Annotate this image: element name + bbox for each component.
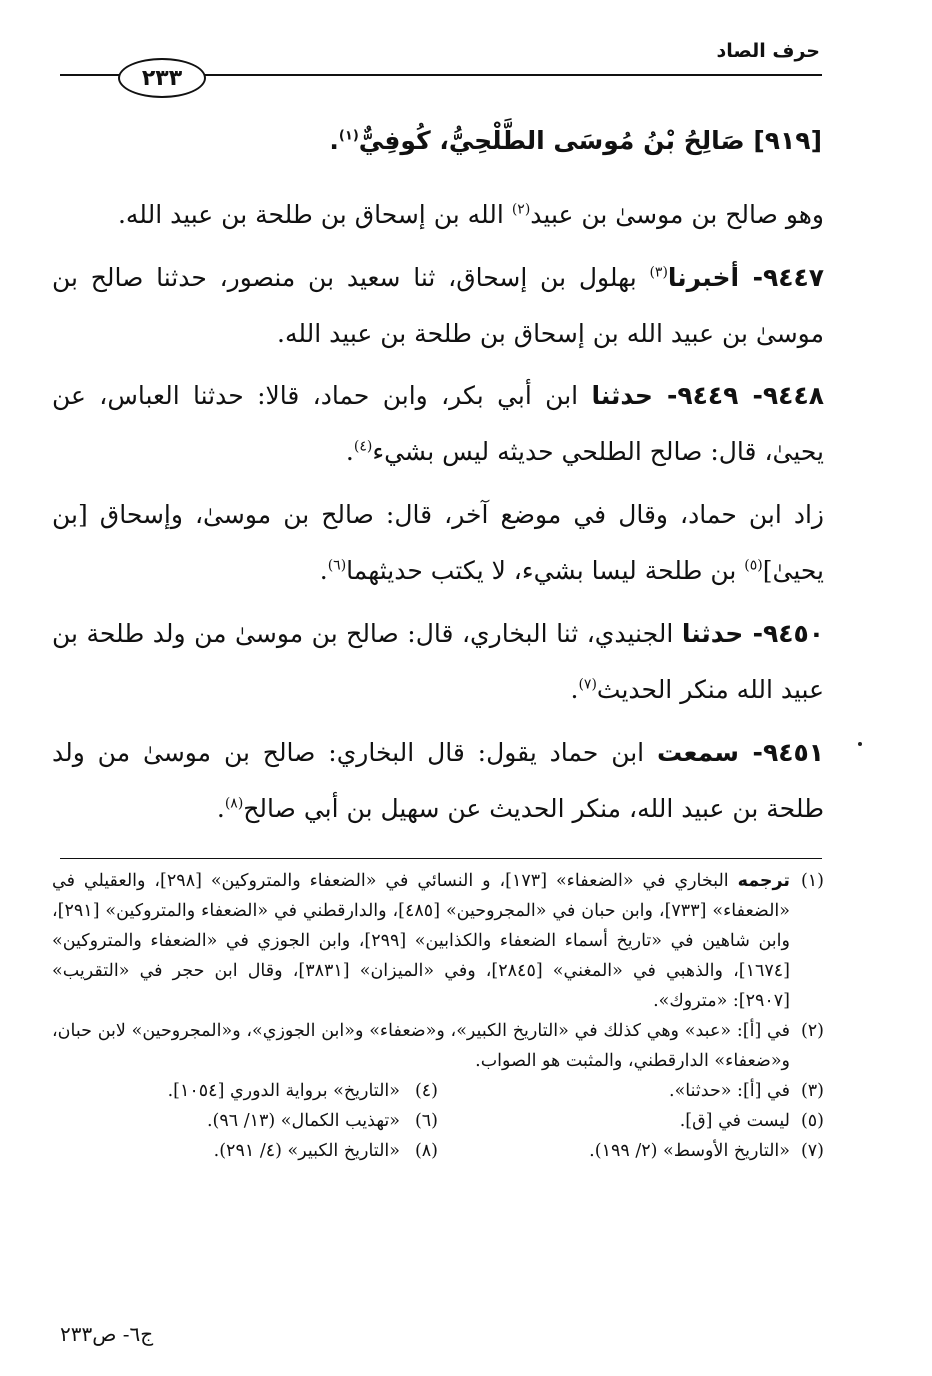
paragraph-text: وهو صالح بن موسىٰ بن عبيد [530,200,824,229]
footnote-row-7-8 [52,1136,824,1166]
entry-heading [329,126,822,155]
footnote-number: (٧) [800,1141,824,1161]
footnote-8 [52,1136,438,1166]
hadith-number: ٩٤٤٧- [739,263,824,292]
paragraph-text: زاد ابن حماد، وقال في موضع آخر، قال: صالح بن موسىٰ، وإسحاق [بن يحيىٰ] [52,500,824,585]
footnote-text: في [أ]: «عبد» وهي كذلك في «التاريخ الكبير»، و«ضعفاء» و«ابن الجوزي»، و«المجروحين» لابن حبان، و«ضعفاء» الدارقطني، والمثبت هو الصواب. [52,1021,790,1071]
paragraph-text: الجنيدي، ثنا البخاري، قال: صالح بن موسىٰ من ولد طلحة بن عبيد الله منكر الحديث [52,619,824,704]
footnote-number: (٥) [800,1111,824,1131]
footnote-ref: (٧) [578,676,597,693]
footnote-text: «التاريخ» برواية الدوري [١٠٥٤]. [167,1081,400,1101]
hadith-number: ٩٤٥٠- [743,619,824,648]
page-number: ٢٣٣ [141,65,183,91]
footnote-7 [438,1136,824,1166]
hadith-number: ٩٤٥١- [738,738,824,767]
footnote-ref: (٣) [649,264,668,281]
entry-heading-text: [٩١٩] صَالِحُ بْنُ مُوسَى الطَّلْحِيُّ، كُوفِيٌّ [358,126,822,155]
paragraph-text: ابن أبي بكر، وابن حماد، قالا: حدثنا العباس، عن يحيىٰ، قال: صالح الطلحي حديثه ليس بشيء [52,381,824,466]
footnote-number: (٨) [414,1141,438,1161]
footnote-number: (٤) [414,1081,438,1101]
entry-heading-end: . [329,126,339,155]
footnote-ref: (١) [338,128,359,144]
footnote-text: في [أ]: «حدثنا». [669,1081,790,1101]
paragraph-text: الله بن إسحاق بن طلحة بن عبيد الله. [117,200,512,229]
footnote-row-3-4 [52,1076,824,1106]
paragraph-9451 [52,725,824,837]
footnote-ref: (٤) [353,438,373,455]
footnote-text: ليست في [ق]. [679,1111,790,1131]
paragraph-9448 [52,368,824,480]
footnote-4 [52,1076,438,1106]
footnote-text: «التاريخ الأوسط» (٢/ ١٩٩). [589,1141,790,1161]
footnote-1 [52,866,824,1016]
footnote-number: (٣) [800,1081,824,1101]
narration-keyword: حدثنا [591,381,653,410]
paragraph-1 [52,187,824,243]
hadith-number: ٩٤٤٨- ٩٤٤٩- [652,381,824,410]
footnote-text: «تهذيب الكمال» (١٣/ ٩٦). [206,1111,400,1131]
footnote-number: (٢) [800,1021,824,1041]
footnote-ref: (٨) [224,795,244,812]
footnote-row-5-6 [52,1106,824,1136]
paragraph-addition [52,487,824,599]
narration-keyword: أخبرنا [667,263,740,292]
footnote-separator [60,858,822,859]
footnote-3 [438,1076,824,1106]
footnotes [52,866,824,1166]
paragraph-text: ابن حماد يقول: قال البخاري: صالح بن موسىٰ من ولد طلحة بن عبيد الله، منكر الحديث عن سهيل بن أبي صالح [52,738,824,823]
margin-dot [858,742,862,746]
footnote-5 [438,1106,824,1136]
footnote-ref: (٢) [511,201,531,218]
paragraph-9450 [52,606,824,718]
narration-keyword: سمعت [657,738,739,767]
section-title: حرف الصاد [716,40,820,62]
footnote-2 [52,1016,824,1076]
volume-page-reference: ج٦- ص٢٣٣ [60,1322,154,1346]
footnote-text: البخاري في «الضعفاء» [١٧٣]، و النسائي في «الضعفاء والمتروكين» [٢٩٨]، والعقيلي في «الضعفاء» [٧٣٣]، وابن حبان في «المجروحين» [٤٨٥]، والدارقطني في «الضعفاء والمتروكين» [٢٩١]، وابن شاهين في «تاريخ أسماء الضعفاء والكذابين» [٢٩٩]، وابن الجوزي في «الضعفاء والمتروكين» [١٦٧٤]، والذهبي في «المغني» [٢٨٤٥]، وفي «الميزان» [٣٨٣١]، وقال ابن حجر في «التقريب» [٢٩٠٧]: «متروك». [52,871,790,1011]
narration-keyword: حدثنا [681,619,744,648]
footnote-6 [52,1106,438,1136]
footnote-number: (١) [800,871,824,891]
paragraph-end: . [345,437,354,466]
paragraph-text: بن طلحة ليسا بشيء، لا يكتب حديثهما [346,556,745,585]
page-number-badge [118,58,206,98]
paragraph-text: بهلول بن إسحاق، ثنا سعيد بن منصور، حدثنا صالح بن موسىٰ بن عبيد الله بن إسحاق بن طلحة بن عبيد الله. [52,263,824,348]
footnote-number: (٦) [414,1111,438,1131]
footnote-keyword: ترجمه [737,871,790,891]
footnote-ref: (٥) [744,557,763,574]
footnote-text: «التاريخ الكبير» (٤/ ٢٩١). [213,1141,400,1161]
paragraph-end: . [319,556,328,585]
paragraph-end: . [570,675,579,704]
paragraph-end: . [216,794,225,823]
paragraph-9447 [52,250,824,362]
footnote-ref: (٦) [327,557,347,574]
